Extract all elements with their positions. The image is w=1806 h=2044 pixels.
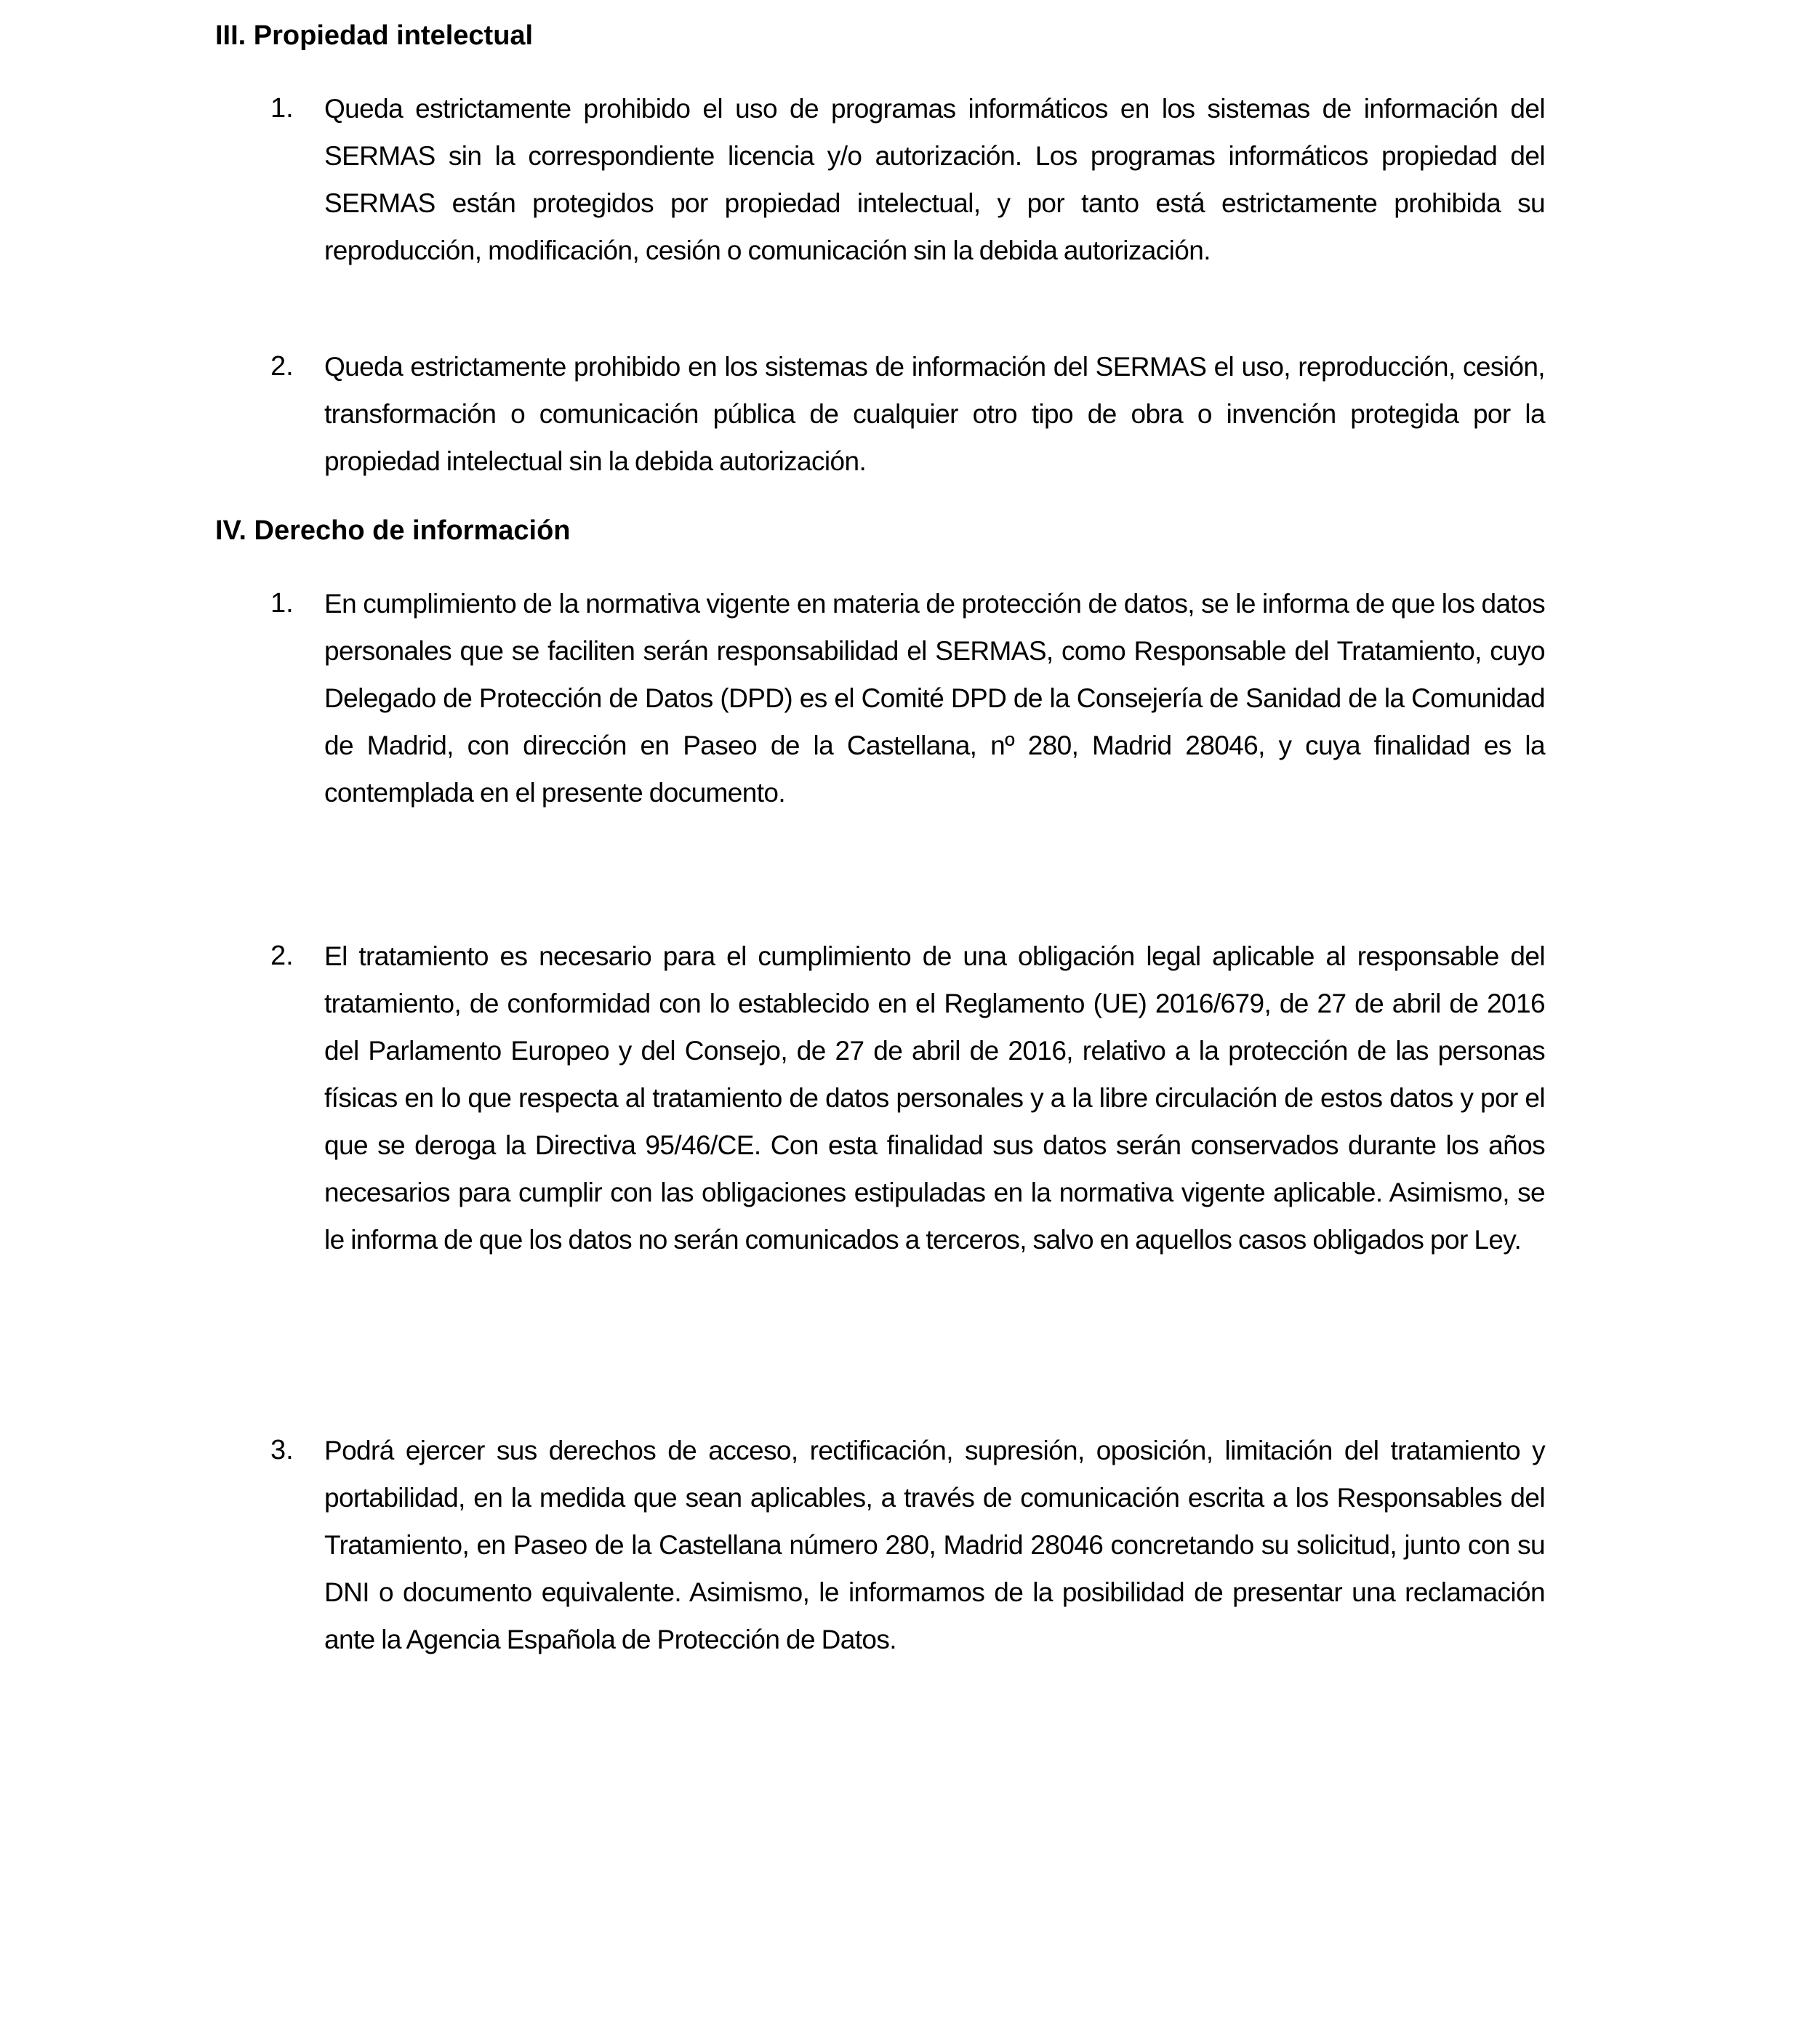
list-item-text: En cumplimiento de la normativa vigente en materia de protección de datos, se le informa de que los datos personales que se faciliten serán responsabilidad el SERMAS, como Responsable del Tratamiento, cuyo Delegado de Protección de Datos (DPD) es el Comité DPD de la Consejería de Sanidad de la Comunidad de Madrid, con dirección en Paseo de la Castellana, nº 280, Madrid 28046, y cuya finalidad es la contemplada en el presente documento. xyxy=(324,589,1545,808)
list-item-number: 1. xyxy=(270,93,294,124)
section-heading-derecho-de-informacion: IV. Derecho de información xyxy=(215,515,571,546)
list-item xyxy=(270,933,1545,1263)
list-item xyxy=(270,1427,1545,1663)
section-heading-propiedad-intelectual: III. Propiedad intelectual xyxy=(215,20,534,51)
list-item xyxy=(270,343,1545,485)
list-item xyxy=(270,580,1545,816)
list-item-number: 1. xyxy=(270,588,294,619)
list-item-text: Podrá ejercer sus derechos de acceso, rectificación, supresión, oposición, limitación del tratamiento y portabilidad, en la medida que sean aplicables, a través de comunicación escrita a los Responsables del Tratamiento, en Paseo de la Castellana número 280, Madrid 28046 concretando su solicitud, junto con su DNI o documento equivalente. Asimismo, le informamos de la posibilidad de presentar una reclamación ante la Agencia Española de Protección de Datos. xyxy=(324,1436,1545,1654)
list-item-number: 2. xyxy=(270,941,294,971)
list-item-text: El tratamiento es necesario para el cumplimiento de una obligación legal aplicable al responsable del tratamiento, de conformidad con lo establecido en el Reglamento (UE) 2016/679, de 27 de abril de 2016 del Parlamento Europeo y del Consejo, de 27 de abril de 2016, relativo a la protección de las personas físicas en lo que respecta al tratamiento de datos personales y a la libre circulación de estos datos y por el que se deroga la Directiva 95/46/CE. Con esta finalidad sus datos serán conservados durante los años necesarios para cumplir con las obligaciones estipuladas en la normativa vigente aplicable. Asimismo, se le informa de que los datos no serán comunicados a terceros, salvo en aquellos casos obligados por Ley. xyxy=(324,941,1545,1255)
list-item-number: 2. xyxy=(270,351,294,382)
list-item xyxy=(270,85,1545,274)
list-item-text: Queda estrictamente prohibido el uso de programas informáticos en los sistemas de información del SERMAS sin la correspondiente licencia y/o autorización. Los programas informáticos propiedad del SERMAS están protegidos por propiedad intelectual, y por tanto está estrictamente prohibida su reproducción, modificación, cesión o comunicación sin la debida autorización. xyxy=(324,94,1545,265)
list-item-number: 3. xyxy=(270,1435,294,1465)
list-item-text: Queda estrictamente prohibido en los sistemas de información del SERMAS el uso, reproducción, cesión, transformación o comunicación pública de cualquier otro tipo de obra o invención protegida por la propiedad intelectual sin la debida autorización. xyxy=(324,352,1545,476)
